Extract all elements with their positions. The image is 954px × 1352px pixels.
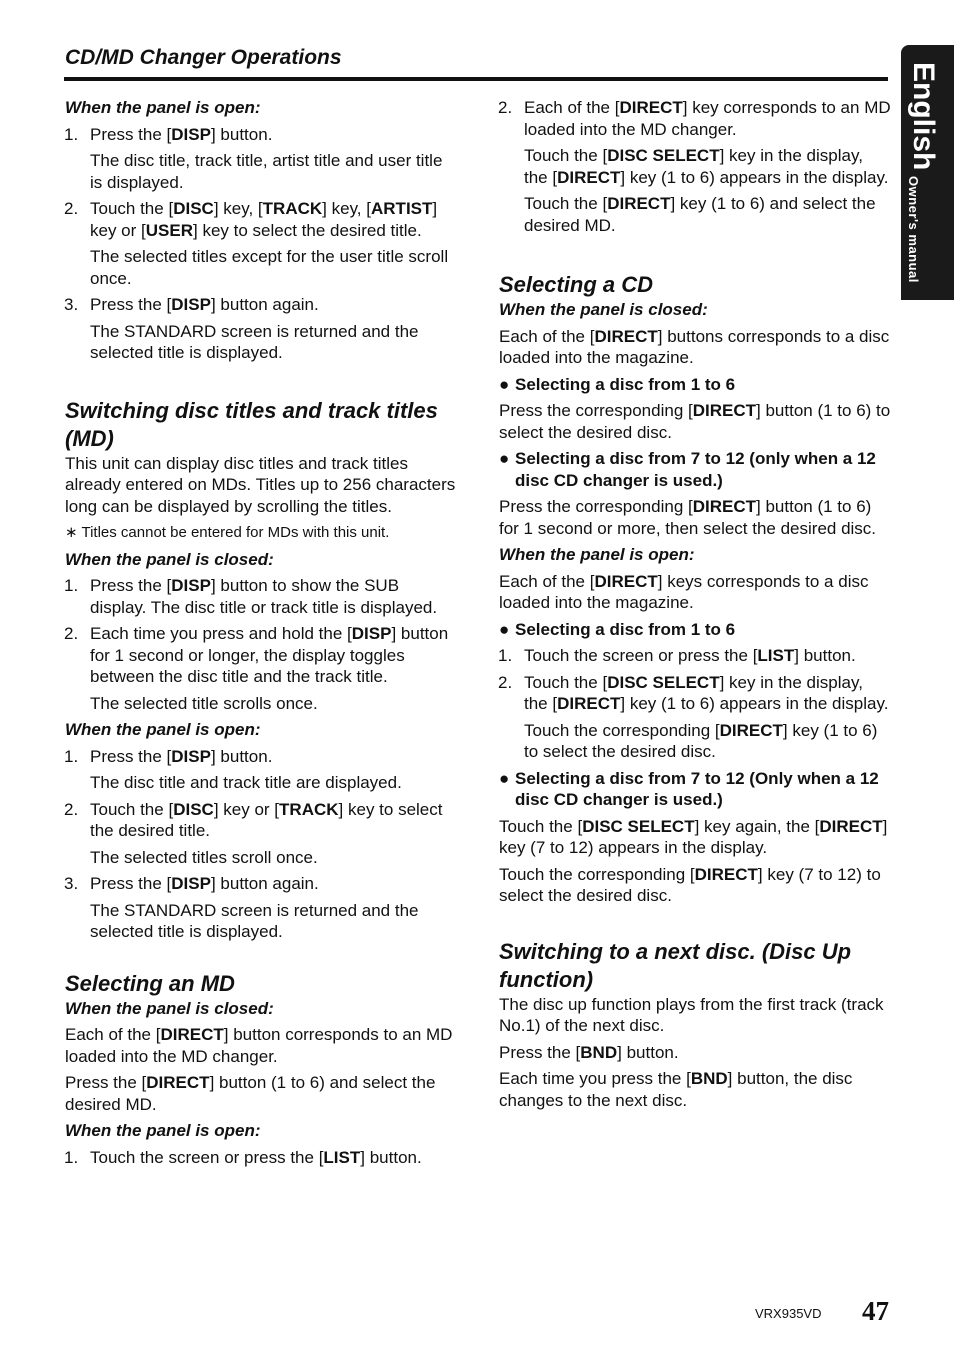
subheading: When the panel is open: [65,720,261,739]
section-heading: Switching to a next disc. (Disc Up function) [499,938,852,992]
paragraph: Press the corresponding [DIRECT] button (1 to 6) to select the desired disc. [499,401,891,442]
step: 2. Each time you press and hold the [DISP] button for 1 second or longer, the display toggles between the disc title and the track title. [64,624,449,686]
section-header: CD/MD Changer Operations [65,46,342,69]
section-heading: Switching disc titles and track titles (MD) [65,397,438,451]
step: 2. Each of the [DIRECT] key corresponds to an MD loaded into the MD changer. [498,98,891,139]
step-detail: The selected titles scroll once. [90,847,318,867]
step-detail: The selected title scrolls once. [90,693,318,713]
subheading: When the panel is closed: [499,300,708,319]
header-rule [64,77,888,81]
section-heading: Selecting a CD [499,272,654,297]
subheading: When the panel is open: [65,98,261,117]
subheading: When the panel is closed: [65,998,274,1018]
paragraph: Press the [BND] button. [499,1042,679,1062]
paragraph: Each of the [DIRECT] keys corresponds to a disc loaded into the magazine. [499,571,869,612]
step: 1. Touch the screen or press the [LIST] button. [498,646,856,665]
step-detail: The disc title, track title, artist title and user title is displayed. [90,151,443,192]
step-detail: The selected titles except for the user title scroll once. [90,247,449,288]
section-heading: Selecting an MD [65,970,235,996]
step: 1. Touch the screen or press the [LIST] button. [64,1147,422,1167]
step-detail: The STANDARD screen is returned and the selected title is displayed. [90,900,419,941]
subheading: When the panel is closed: [65,549,274,569]
note: ∗ Titles cannot be entered for MDs with this unit. [65,524,390,541]
paragraph: Touch the corresponding [DIRECT] key (7 to 12) to select the desired disc. [499,864,881,905]
model-number: VRX935VD [755,1306,822,1321]
paragraph: Press the corresponding [DIRECT] button (1 to 6) for 1 second or more, then select the desired disc. [499,497,877,538]
step: 2. Touch the [DISC] key or [TRACK] key to select the desired title. [64,799,443,840]
right-column [499,97,891,1116]
paragraph: The disc up function plays from the first track (track No.1) of the next disc. [499,994,884,1035]
step-detail: Touch the [DIRECT] key (1 to 6) and select the desired MD. [524,194,876,235]
paragraph: Each of the [DIRECT] button corresponds to an MD loaded into the MD changer. [65,1025,453,1066]
paragraph: Touch the [DISC SELECT] key again, the [DIRECT] key (7 to 12) appears in the display. [499,816,888,857]
paragraph: Each of the [DIRECT] buttons corresponds to a disc loaded into the magazine. [499,326,890,367]
language-label: English [907,62,940,171]
paragraph: Press the [DIRECT] button (1 to 6) and select the desired MD. [65,1073,436,1114]
step: 2. Touch the [DISC SELECT] key in the display, the [DIRECT] key (1 to 6) appears in the display. [498,672,889,713]
step-detail: The STANDARD screen is returned and the selected title is displayed. [90,321,419,362]
step: 3. Press the [DISP] button again. [64,295,319,314]
paragraph: Each time you press the [BND] button, the disc changes to the next disc. [499,1069,853,1110]
bullet-heading: ● Selecting a disc from 1 to 6 [499,619,736,639]
step-detail: Touch the corresponding [DIRECT] key (1 to 6) to select the desired disc. [524,720,878,761]
bullet-heading: ● Selecting a disc from 7 to 12 (Only when a 12 disc CD changer is used.) [499,768,879,809]
step: 3. Press the [DISP] button again. [64,874,319,893]
subheading: When the panel is open: [65,1121,261,1140]
bullet-heading: ● Selecting a disc from 7 to 12 (only when a 12 disc CD changer is used.) [499,449,876,490]
step: 1. Press the [DISP] button to show the SUB display. The disc title or track title is displayed. [64,576,438,617]
step: 1. Press the [DISP] button. [64,124,273,144]
step-detail: Touch the [DISC SELECT] key in the display, the [DIRECT] key (1 to 6) appears in the display. [524,146,889,187]
page-number: 47 [862,1296,889,1326]
step-detail: The disc title and track title are displayed. [90,773,402,792]
left-column [65,97,457,1173]
bullet-heading: ● Selecting a disc from 1 to 6 [499,374,736,394]
step: 2. Touch the [DISC] key, [TRACK] key, [ARTIST] key or [USER] key to select the desired title. [64,199,438,240]
paragraph: This unit can display disc titles and track titles already entered on MDs. Titles up to 256 characters long can be displayed by scrolling the titles. [65,453,456,516]
subheading: When the panel is open: [499,545,695,564]
manual-label: Owner's manual [906,176,921,283]
step: 1. Press the [DISP] button. [64,746,273,766]
